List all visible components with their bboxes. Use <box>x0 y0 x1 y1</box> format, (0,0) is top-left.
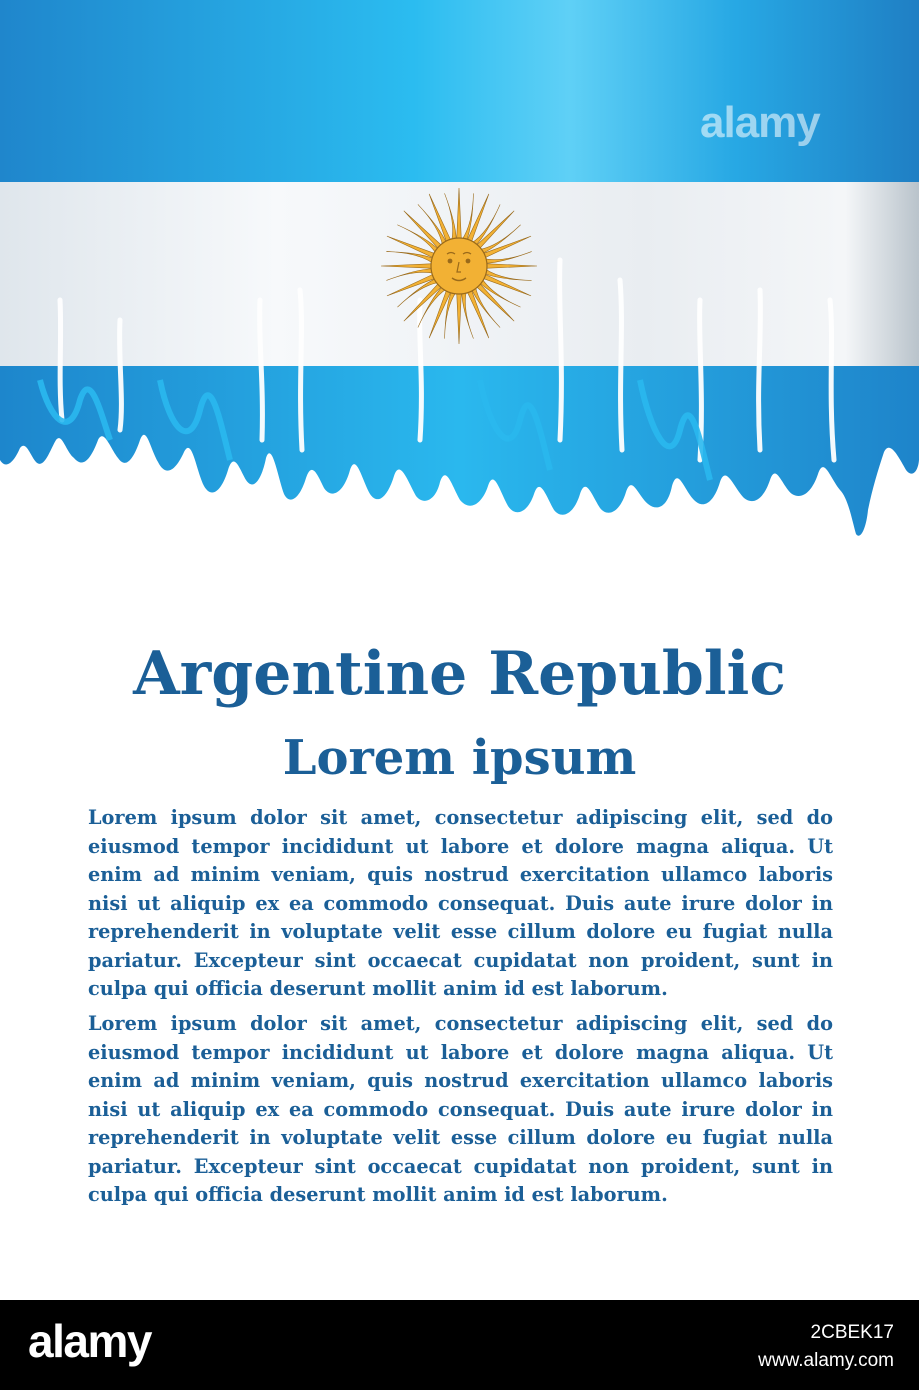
page-subtitle: Lorem ipsum <box>282 730 637 786</box>
body-paragraph: Lorem ipsum dolor sit amet, consectetur adipiscing elit, sed do eiusmod tempor incididunt ut labore et dolore magna aliqua. Ut enim ad minim veniam, quis nostrud exercitation ullamco laboris nisi ut aliquip ex ea commodo consequat. Duis aute irure dolor in reprehenderit in voluptate velit esse cillum dolore eu fugiat nulla pariatur. Excepteur sint occaecat cupidatat non proident, sunt in culpa qui officia deserunt mollit anim id est laborum. <box>88 1012 833 1206</box>
stock-footer-bar <box>0 1300 919 1390</box>
alamy-logo: alamy <box>28 1315 151 1367</box>
flag-top-stripe <box>0 0 919 182</box>
sun-of-may-icon <box>381 188 537 344</box>
page-title: Argentine Republic <box>133 639 786 709</box>
watermark-text: alamy <box>700 98 820 147</box>
flag-brush-edge <box>0 405 919 536</box>
body-paragraph: Lorem ipsum dolor sit amet, consectetur adipiscing elit, sed do eiusmod tempor incididunt ut labore et dolore magna aliqua. Ut enim ad minim veniam, quis nostrud exercitation ullamco laboris nisi ut aliquip ex ea commodo consequat. Duis aute irure dolor in reprehenderit in voluptate velit esse cillum dolore eu fugiat nulla pariatur. Excepteur sint occaecat cupidatat non proident, sunt in culpa qui officia deserunt mollit anim id est laborum. <box>88 806 833 1000</box>
argentina-flag-graphic <box>0 0 919 540</box>
site-url-label: www.alamy.com <box>758 1350 894 1371</box>
image-id-label: 2CBEK17 <box>810 1322 894 1343</box>
